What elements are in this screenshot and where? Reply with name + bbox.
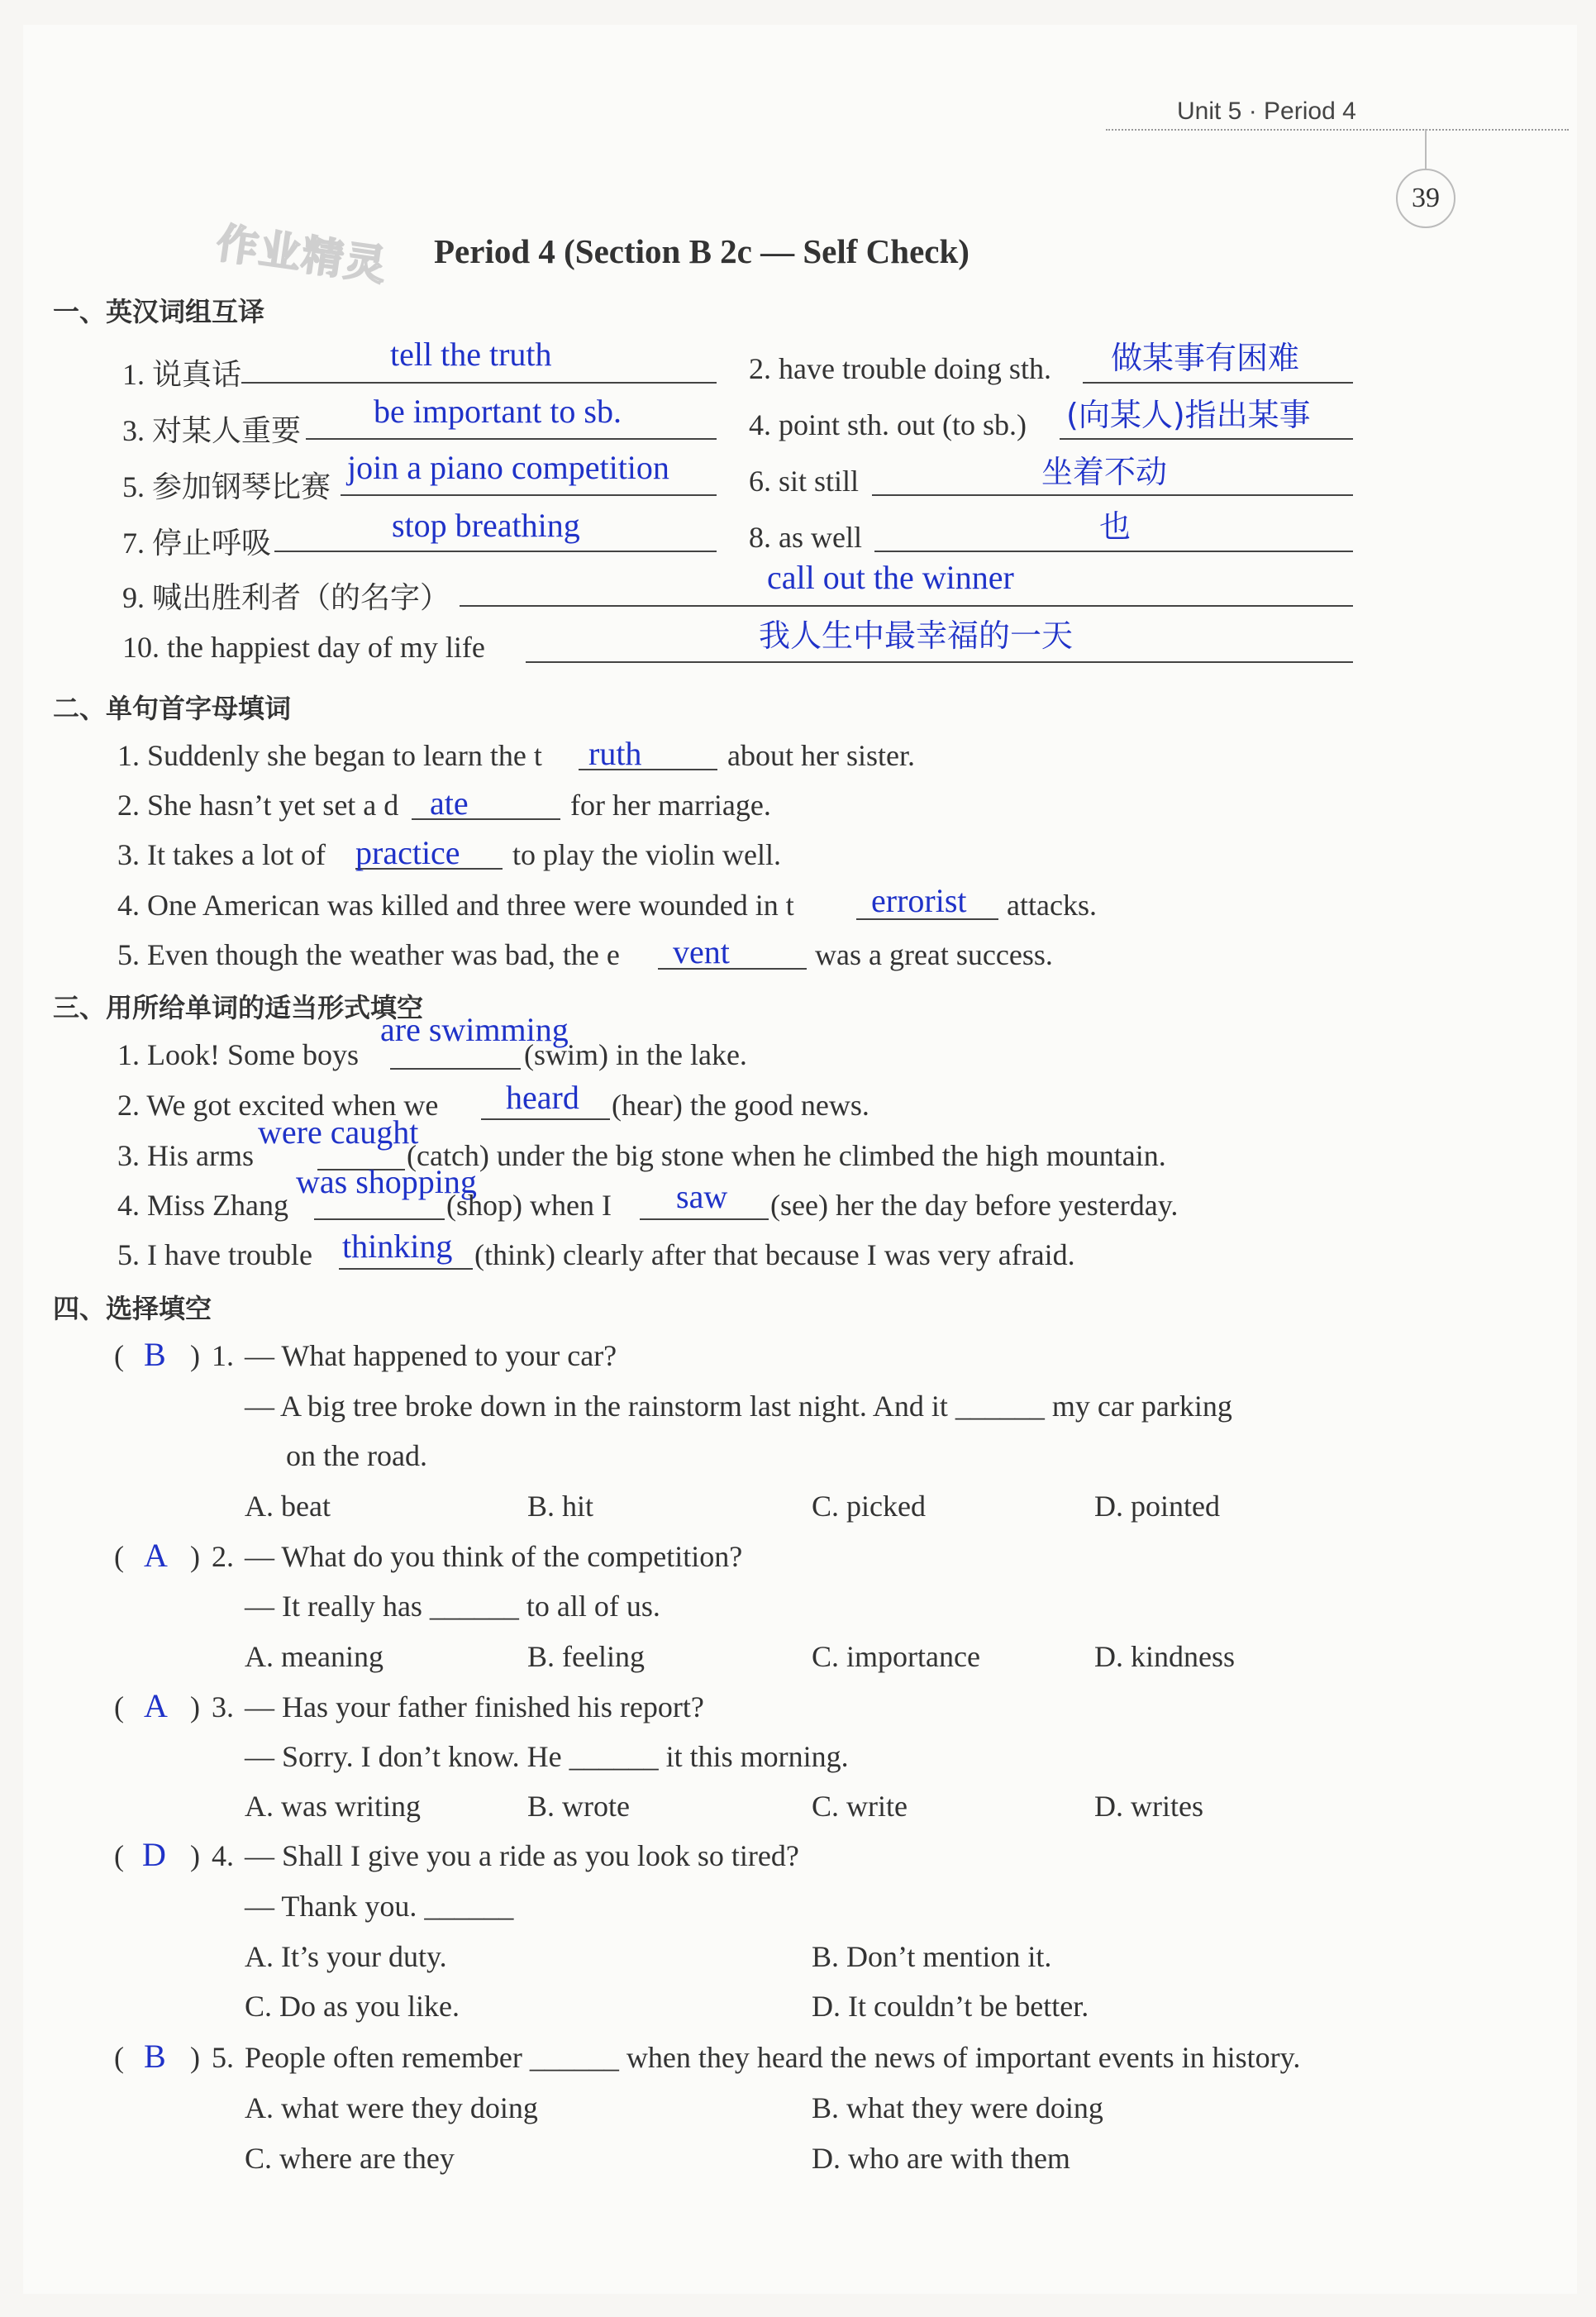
sentence-text: 2. We got excited when we [117, 1089, 439, 1122]
answer-blank [460, 605, 1353, 607]
option: B. hit [527, 1490, 594, 1523]
paren-close: ) [190, 1690, 200, 1723]
option: D. pointed [1094, 1490, 1220, 1523]
answer-blank [274, 551, 717, 552]
question-text: — A big tree broke down in the rainstorm last night. And it ______ my car parking [245, 1390, 1232, 1423]
sentence-text: (think) clearly after that because I was very afraid. [474, 1238, 1075, 1271]
paren-close: ) [190, 2041, 200, 2074]
answer-blank [390, 1068, 521, 1070]
paren-open: ( [114, 1690, 124, 1723]
handwritten-answer: saw [676, 1178, 728, 1215]
question-text: — Thank you. ______ [245, 1890, 514, 1923]
handwritten-answer: was shopping [296, 1163, 477, 1200]
vocab-prompt: 2. have trouble doing sth. [749, 352, 1051, 385]
sentence-text: to play the violin well. [512, 838, 781, 871]
paren-open: ( [114, 1540, 124, 1573]
sentence-text: 3. It takes a lot of [117, 838, 326, 871]
answer-blank [526, 661, 1353, 663]
option: A. was writing [245, 1790, 421, 1823]
question-text: — It really has ______ to all of us. [245, 1590, 660, 1623]
handwritten-answer: 做某事有困难 [1111, 340, 1300, 376]
question-number: 2. [212, 1540, 234, 1573]
handwritten-answer: 我人生中最幸福的一天 [759, 617, 1074, 654]
header-rule [1106, 129, 1569, 131]
sentence-text: (hear) the good news. [612, 1089, 869, 1122]
vocab-prompt: 9. 喊出胜利者（的名字） [122, 581, 450, 614]
option: C. Do as you like. [245, 1990, 460, 2023]
option: D. It couldn’t be better. [812, 1990, 1089, 2023]
sentence-text: 3. His arms [117, 1139, 254, 1172]
question-number: 1. [212, 1339, 234, 1372]
section-heading-3: 三、用所给单词的适当形式填空 [53, 992, 424, 1023]
answer-blank [341, 494, 717, 496]
paren-close: ) [190, 1339, 200, 1372]
watermark-logo: 作业精灵 [213, 218, 391, 291]
vocab-prompt: 3. 对某人重要 [122, 414, 302, 447]
question-number: 3. [212, 1690, 234, 1723]
answer-blank [640, 1218, 769, 1220]
question-text: — Sorry. I don’t know. He ______ it this morning. [245, 1740, 849, 1773]
handwritten-choice: A [144, 1687, 168, 1724]
handwritten-choice: D [142, 1836, 166, 1873]
sentence-text: 5. Even though the weather was bad, the e [117, 938, 620, 971]
handwritten-answer: are swimming [380, 1011, 569, 1048]
answer-blank [872, 494, 1353, 496]
handwritten-answer: join a piano competition [347, 449, 669, 486]
question-text: — What do you think of the competition? [245, 1540, 743, 1573]
handwritten-answer: call out the winner [767, 559, 1014, 596]
answer-blank [314, 1218, 445, 1220]
handwritten-answer: were caught [258, 1113, 419, 1151]
sentence-text: (shop) when I [446, 1189, 612, 1222]
handwritten-answer: tell the truth [390, 336, 552, 373]
vocab-prompt: 4. point sth. out (to sb.) [749, 408, 1027, 441]
section-heading-1: 一、英汉词组互译 [53, 296, 265, 327]
option: D. who are with them [812, 2142, 1070, 2175]
sentence-text: 1. Suddenly she began to learn the t [117, 739, 542, 772]
vocab-prompt: 5. 参加钢琴比赛 [122, 470, 331, 503]
section-heading-2: 二、单句首字母填词 [53, 693, 292, 724]
paren-close: ) [190, 1839, 200, 1872]
vocab-prompt: 8. as well [749, 521, 862, 554]
option: B. what they were doing [812, 2091, 1103, 2124]
handwritten-answer: heard [506, 1079, 579, 1116]
sentence-text: (see) her the day before yesterday. [770, 1189, 1179, 1222]
sentence-text: was a great success. [815, 938, 1053, 971]
handwritten-answer: (向某人)指出某事 [1066, 397, 1311, 433]
handwritten-answer: errorist [871, 882, 967, 919]
question-text: — Has your father finished his report? [245, 1690, 704, 1723]
option: D. kindness [1094, 1640, 1235, 1673]
sentence-text: 1. Look! Some boys [117, 1038, 359, 1071]
page-title: Period 4 (Section B 2c — Self Check) [434, 232, 970, 270]
sentence-text: (catch) under the big stone when he climbed the high mountain. [407, 1139, 1166, 1172]
option: C. importance [812, 1640, 980, 1673]
handwritten-answer: 坐着不动 [1041, 454, 1168, 490]
handwritten-choice: B [144, 1336, 166, 1373]
question-text: People often remember ______ when they heard the news of important events in history. [245, 2041, 1301, 2074]
paren-open: ( [114, 2041, 124, 2074]
sentence-text: for her marriage. [570, 789, 771, 822]
page-number: 39 [1396, 169, 1455, 228]
sentence-text: 4. One American was killed and three were wounded in t [117, 889, 794, 922]
vocab-prompt: 6. sit still [749, 465, 860, 498]
option: B. feeling [527, 1640, 645, 1673]
option: B. Don’t mention it. [812, 1940, 1052, 1973]
answer-blank [306, 438, 717, 440]
option: A. what were they doing [245, 2091, 538, 2124]
handwritten-answer: thinking [342, 1228, 453, 1265]
option: C. where are they [245, 2142, 455, 2175]
option: A. It’s your duty. [245, 1940, 447, 1973]
handwritten-answer: ate [430, 784, 469, 822]
handwritten-answer: stop breathing [392, 507, 580, 544]
option: C. write [812, 1790, 908, 1823]
option: C. picked [812, 1490, 926, 1523]
paren-open: ( [114, 1839, 124, 1872]
option: A. beat [245, 1490, 331, 1523]
option: A. meaning [245, 1640, 384, 1673]
handwritten-answer: ruth [588, 735, 642, 772]
question-text: — Shall I give you a ride as you look so tired? [245, 1839, 799, 1872]
question-number: 4. [212, 1839, 234, 1872]
handwritten-answer: vent [673, 933, 730, 970]
paren-close: ) [190, 1540, 200, 1573]
question-text: on the road. [286, 1439, 427, 1472]
question-number: 5. [212, 2041, 234, 2074]
handwritten-answer: 也 [1099, 508, 1131, 545]
answer-blank [339, 1268, 473, 1270]
answer-blank [1083, 382, 1353, 384]
answer-blank [481, 1118, 610, 1120]
handwritten-choice: B [144, 2038, 166, 2075]
answer-blank [874, 551, 1353, 552]
sentence-text: about her sister. [727, 739, 915, 772]
unit-period-label: Unit 5 · Period 4 [1177, 98, 1356, 125]
sentence-text: 2. She hasn’t yet set a d [117, 789, 399, 822]
handwritten-answer: be important to sb. [374, 393, 622, 430]
option: D. writes [1094, 1790, 1203, 1823]
answer-blank [1060, 438, 1353, 440]
handwritten-answer: practice [355, 834, 460, 871]
section-heading-4: 四、选择填空 [53, 1293, 212, 1324]
vocab-prompt: 7. 停止呼吸 [122, 527, 272, 560]
question-text: — What happened to your car? [245, 1339, 617, 1372]
answer-blank [241, 382, 717, 384]
handwritten-choice: A [144, 1537, 168, 1574]
header-connector [1425, 129, 1427, 170]
vocab-prompt: 10. the happiest day of my life [122, 631, 485, 664]
paren-open: ( [114, 1339, 124, 1372]
sentence-text: 4. Miss Zhang [117, 1189, 288, 1222]
vocab-prompt: 1. 说真话 [122, 358, 242, 391]
sentence-text: (swim) in the lake. [524, 1038, 747, 1071]
sentence-text: attacks. [1007, 889, 1097, 922]
option: B. wrote [527, 1790, 630, 1823]
sentence-text: 5. I have trouble [117, 1238, 312, 1271]
